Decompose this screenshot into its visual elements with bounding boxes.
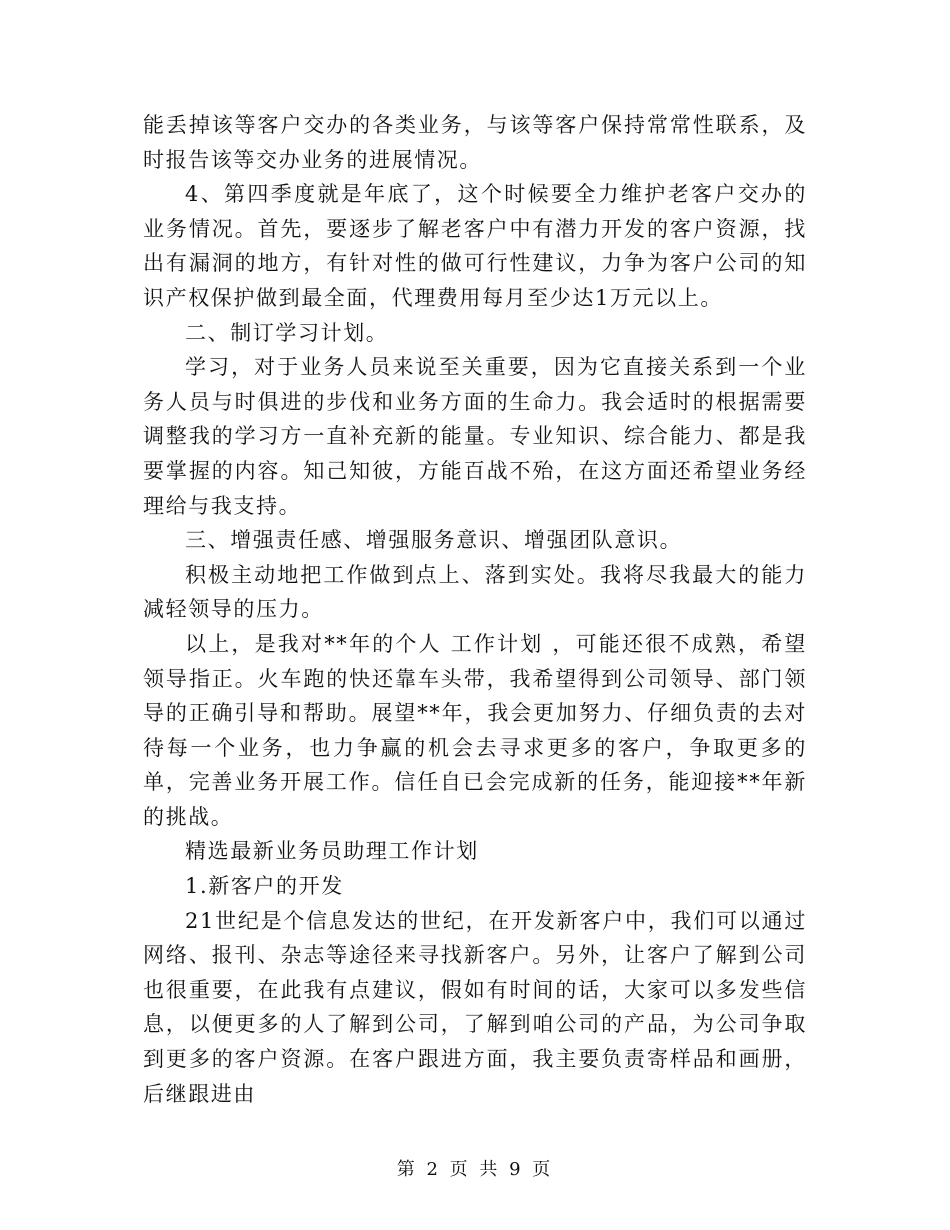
section-heading-new-clients: 1.新客户的开发 [185, 874, 344, 899]
page-number-footer: 第 2 页 共 9 页 [396, 1159, 554, 1180]
paragraph-fourth-quarter: 4、第四季度就是年底了，这个时候要全力维护老客户交办的业务情况。首先，要逐步了解老客户中有潜力开发的客户资源，找出有漏洞的地方，有针对性的做可行性建议，力争为客户公司的知识产权保护做到最全面，代理费用每月至少达1万元以上。 [143, 182, 807, 310]
paragraph-new-clients: 21世纪是个信息发达的世纪，在开发新客户中，我们可以通过网络、报刊、杂志等途径来寻找新客户。另外，让客户了解到公司也很重要，在此我有点建议，假如有时间的话，大家可以多发些信息，以便更多的人了解到公司，了解到咱公司的产品，为公司争取到更多的客户资源。在客户跟进方面，我主要负责寄样品和画册，后继跟进由 [143, 908, 807, 1106]
section-heading-responsibility: 三、增强责任感、增强服务意识、增强团队意识。 [185, 528, 683, 553]
paragraph-summary: 以上，是我对**年的个人 工作计划 ，可能还很不成熟，希望领导指正。火车跑的快还靠车头带，我希望得到公司领导、部门领导的正确引导和帮助。展望**年，我会更加努力、仔细负责的去对待每一个业务，也力争赢的机会去寻求更多的客户，争取更多的单，完善业务开展工作。信任自已会完成新的任务，能迎接**年新的挑战。 [143, 631, 807, 829]
document-subtitle: 精选最新业务员助理工作计划 [185, 839, 479, 864]
paragraph-continuation: 能丢掉该等客户交办的各类业务，与该等客户保持常常性联系，及时报告该等交办业务的进展情况。 [143, 113, 807, 172]
section-heading-study-plan: 二、制订学习计划。 [185, 320, 389, 345]
paragraph-initiative: 积极主动地把工作做到点上、落到实处。我将尽我最大的能力减轻领导的压力。 [143, 562, 807, 622]
paragraph-study: 学习，对于业务人员来说至关重要，因为它直接关系到一个业务人员与时俱进的步伐和业务方面的生命力。我会适时的根据需要调整我的学习方一直补充新的能量。专业知识、综合能力、都是我要掌握的内容。知己知彼，方能百战不殆，在这方面还希望业务经理给与我支持。 [143, 355, 807, 518]
document-body [143, 108, 807, 1111]
